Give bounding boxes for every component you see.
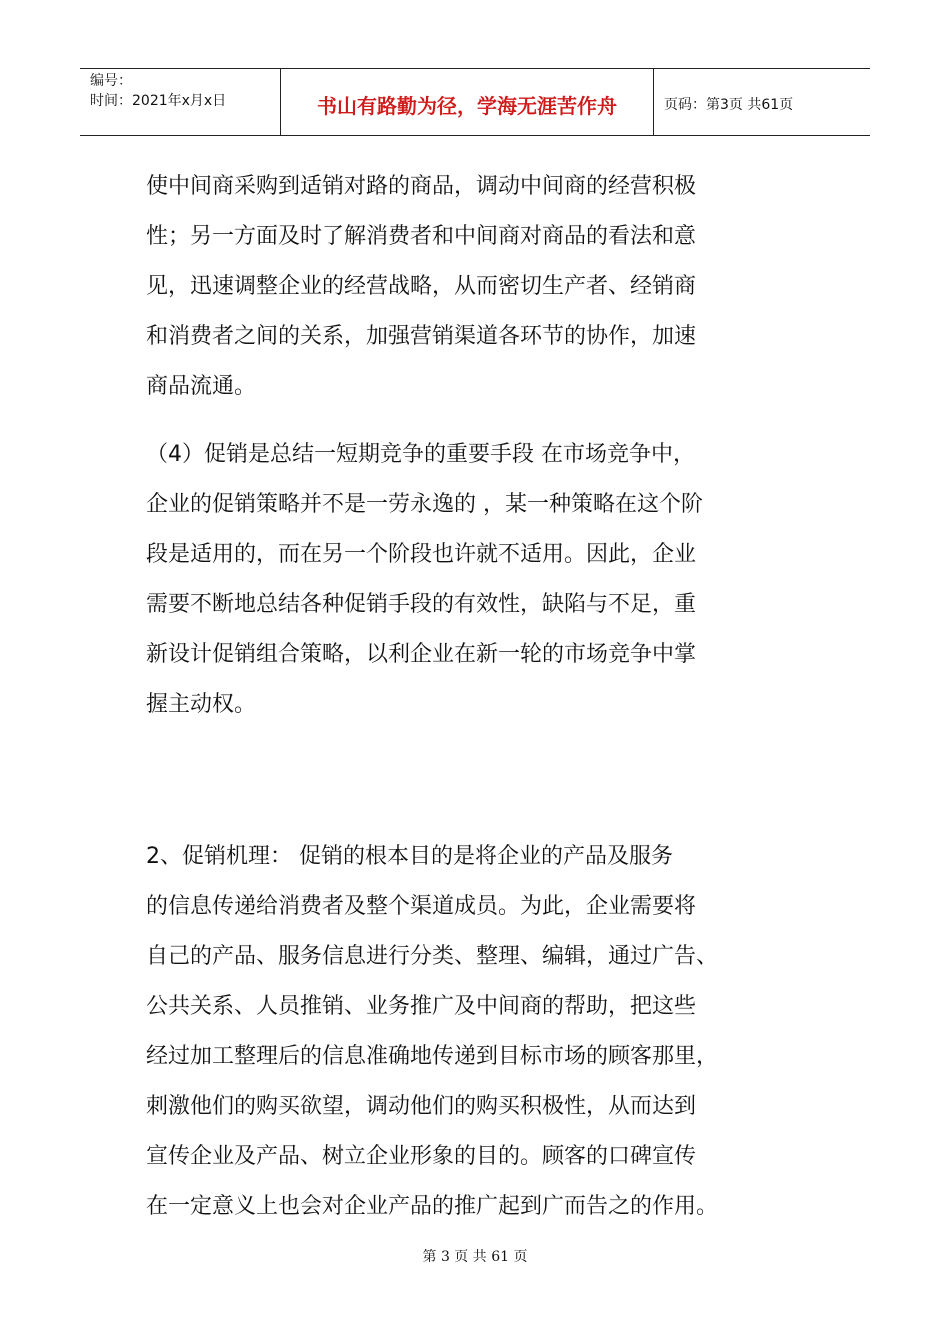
text-line: 新设计促销组合策略，以利企业在新一轮的市场竞争中掌 <box>146 642 697 667</box>
header-page-code <box>654 69 870 135</box>
text-line: （4）促销是总结一短期竞争的重要手段 在市场竞争中， <box>146 442 695 467</box>
page-footer <box>0 1246 950 1266</box>
document-date: 时间：2021年x月x日 <box>90 93 227 109</box>
paragraph-2 <box>146 430 806 730</box>
motto-text: 书山有路勤为径，学海无涯苦作舟 <box>317 93 617 118</box>
paragraph-3 <box>146 832 806 1232</box>
text-line: 宣传企业及产品、树立企业形象的目的。顾客的口碑宣传 <box>146 1144 697 1169</box>
section-spacer <box>146 730 806 832</box>
text-line: 见，迅速调整企业的经营战略，从而密切生产者、经销商 <box>146 274 697 299</box>
text-line: 的信息传递给消费者及整个渠道成员。为此，企业需要将 <box>146 894 697 919</box>
paragraph-1 <box>146 162 806 412</box>
text-line: 使中间商采购到适销对路的商品，调动中间商的经营积极 <box>146 174 697 199</box>
page-code-text: 页码：第3页 共61页 <box>664 97 794 113</box>
text-line: 2、促销机理： 促销的根本目的是将企业的产品及服务 <box>146 844 673 869</box>
text-line: 自己的产品、服务信息进行分类、整理、编辑，通过广告、 <box>146 944 719 969</box>
document-number-label: 编号： <box>90 73 132 89</box>
text-line: 在一定意义上也会对企业产品的推广起到广而告之的作用。 <box>146 1194 719 1219</box>
text-line: 性；另一方面及时了解消费者和中间商对商品的看法和意 <box>146 224 697 249</box>
text-line: 刺激他们的购买欲望，调动他们的购买积极性，从而达到 <box>146 1094 697 1119</box>
paragraph-spacer <box>146 412 806 430</box>
header-meta <box>80 69 281 135</box>
header-motto <box>281 69 654 135</box>
document-body <box>146 162 806 1232</box>
text-line: 需要不断地总结各种促销手段的有效性，缺陷与不足，重 <box>146 592 697 617</box>
text-line: 商品流通。 <box>146 374 257 399</box>
text-line: 握主动权。 <box>146 692 257 717</box>
page-header <box>80 68 870 136</box>
text-line: 段是适用的，而在另一个阶段也许就不适用。因此，企业 <box>146 542 697 567</box>
text-line: 企业的促销策略并不是一劳永逸的 ，某一种策略在这个阶 <box>146 492 703 517</box>
text-line: 经过加工整理后的信息准确地传递到目标市场的顾客那里， <box>146 1044 719 1069</box>
text-line: 和消费者之间的关系，加强营销渠道各环节的协作，加速 <box>146 324 697 349</box>
footer-page-number: 第 3 页 共 61 页 <box>422 1249 528 1265</box>
text-line: 公共关系、人员推销、业务推广及中间商的帮助，把这些 <box>146 994 697 1019</box>
